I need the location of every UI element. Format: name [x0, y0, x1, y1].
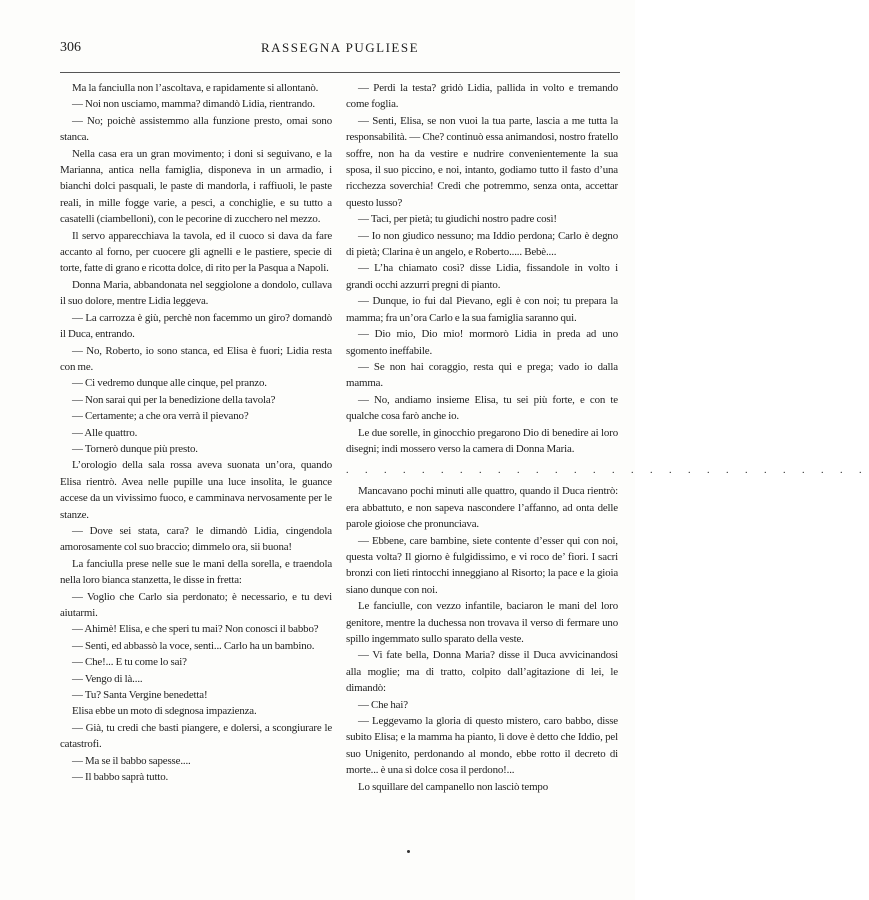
- paragraph: Elisa ebbe un moto di sdegnosa impazienza.: [72, 705, 257, 718]
- paragraph: L’orologio della sala rossa aveva suonata un’ora, quando Elisa rientrò. Avea nelle pupille una luce insolita, le guance accese da un vivissimo fuoco, e camminava nervosamente per le stanze.: [60, 459, 332, 521]
- paragraph: — Che!... E tu come lo sai?: [72, 656, 187, 669]
- left-column: [60, 80, 332, 785]
- paragraph: — No, Roberto, io sono stanca, ed Elisa è fuori; Lidia resta con me.: [60, 344, 332, 373]
- paragraph: — Noi non usciamo, mamma? dimandò Lidia, rientrando.: [72, 98, 315, 111]
- paragraph: — Che hai?: [358, 698, 408, 711]
- paragraph: — Senti, ed abbassò la voce, senti... Carlo ha un bambino.: [72, 639, 315, 652]
- paragraph: — Già, tu credi che basti piangere, e dolersi, a scongiurare le catastrofi.: [60, 721, 332, 751]
- paragraph: La fanciulla prese nelle sue le mani della sorella, e traendola nella loro bianca stanzetta, le disse in fretta:: [60, 557, 332, 587]
- paragraph: — Se non hai coraggio, resta qui e prega; vado io dalla mamma.: [346, 360, 618, 390]
- paragraph: — Il babbo saprà tutto.: [72, 771, 169, 784]
- paragraph: — Ahimè! Elisa, e che speri tu mai? Non conosci il babbo?: [72, 623, 319, 636]
- section-break: . . . . . . . . . . . . . . . . . . . . . . . . . . . .: [346, 465, 869, 477]
- paragraph: — Vengo di là....: [72, 672, 143, 685]
- paragraph: Le due sorelle, in ginocchio pregarono Dio di benedire ai loro disegni; indi mossero verso la camera di Donna Maria.: [346, 426, 618, 455]
- paragraph: — Tu? Santa Vergine benedetta!: [72, 689, 208, 702]
- paragraph: — No, andiamo insieme Elisa, tu sei più forte, e con te qualche cosa farò anche io.: [346, 393, 618, 423]
- paragraph: — Tornerò dunque più presto.: [72, 442, 198, 455]
- paragraph: — Certamente; a che ora verrà il pievano?: [72, 410, 249, 423]
- page-header: [60, 40, 620, 60]
- paragraph: Le fanciulle, con vezzo infantile, baciaron le mani del loro genitore, mentre la duchessa non trovava il verso di fermare uno spillo ingemmato sullo sparato della veste.: [346, 600, 618, 645]
- paragraph: Lo squillare del campanello non lasciò tempo: [358, 780, 548, 793]
- paragraph: — Dio mio, Dio mio! mormorò Lidia in preda ad uno sgomento ineffabile.: [346, 328, 618, 357]
- header-rule: [60, 72, 620, 73]
- page-number: 306: [60, 40, 81, 55]
- paragraph: — Ebbene, care bambine, siete contente d’esser qui con noi, questa volta? Il giorno è fulgidissimo, e vi roco de’ fiori. I sacri bronzi con lieti rintocchi inneggiano al Risorto; la pace e la gioia siano dunque con noi.: [346, 534, 618, 596]
- paragraph: — Dove sei stata, cara? le dimandò Lidia, cingendola amorosamente col suo braccio; dimmelo ora, sii buona!: [60, 524, 332, 554]
- paragraph: — Ci vedremo dunque alle cinque, pel pranzo.: [72, 377, 267, 390]
- paragraph: Nella casa era un gran movimento; i doni si seguivano, e la Marianna, antica nella famiglia, disponeva in un armadio, i bianchi dolci pasquali, le paste di mandorla, i raffiuoli, le paste reali, in mille fogge varie, a pesci, a conchiglie, e su tutto a casatelli (ciambelloni), con le pecorine di zucchero nel mezzo.: [60, 147, 332, 226]
- paragraph: — Vi fate bella, Donna Maria? disse il Duca avvicinandosi alla moglie; ma di tratto, colpito dall’agitazione di lei, le dimandò:: [346, 649, 618, 695]
- paragraph: — Perdi la testa? gridò Lidia, pallida in volto e tremando come foglia.: [346, 82, 618, 111]
- paragraph: — No; poichè assistemmo alla funzione presto, omai sono stanca.: [60, 114, 332, 144]
- paragraph: — Taci, per pietà; tu giudichi nostro padre così!: [358, 213, 557, 226]
- paragraph: — Non sarai qui per la benedizione della tavola?: [72, 393, 276, 406]
- paragraph: — Alle quattro.: [72, 426, 138, 439]
- paragraph: — Voglio che Carlo sia perdonato; è necessario, e tu devi aiutarmi.: [60, 590, 332, 619]
- paragraph: — Dunque, io fui dal Pievano, egli è con noi; tu prepara la mamma; fra un’ora Carlo e la sua famiglia saranno qui.: [346, 295, 618, 324]
- right-column: [346, 80, 869, 795]
- paragraph: Il servo apparecchiava la tavola, ed il cuoco si dava da fare accanto al forno, per cuocere gli agnelli e le pastiere, specie di torte, fatte di grano e ricotta dolce, di rito per la Pasqua a Napoli.: [60, 229, 332, 275]
- paragraph: — Leggevamo la gloria di questo mistero, caro babbo, disse subito Elisa; e la mamma ha pianto, lì dove è detto che Iddio, pel suo Unigenito, perdonando al mondo, ebbe rotto il decreto di morte... è una sì dolce cosa il perdono!...: [346, 715, 618, 777]
- paragraph: — Io non giudico nessuno; ma Iddio perdona; Carlo è degno di pietà; Clarina è un angelo, e Roberto..... Bebè....: [346, 229, 618, 259]
- paragraph: Ma la fanciulla non l’ascoltava, e rapidamente si allontanò.: [72, 82, 319, 94]
- paragraph: — La carrozza è giù, perchè non facemmo un giro? domandò il Duca, entrando.: [60, 311, 332, 341]
- paragraph: — L’ha chiamato così? disse Lidia, fissandole in volto i grandi occhi azzurri pregni di pianto.: [346, 262, 618, 291]
- paragraph: Donna Maria, abbandonata nel seggiolone a dondolo, cullava il suo dolore, mentre Lidia leggeva.: [60, 278, 332, 308]
- paragraph: Mancavano pochi minuti alle quattro, quando il Duca rientrò: era abbattuto, e non sapeva nascondere l’affanno, ad onta delle parole gioiose che pronunciava.: [346, 485, 618, 531]
- running-title: RASSEGNA PUGLIESE: [260, 40, 420, 55]
- ink-speck: [407, 850, 410, 853]
- paragraph: — Senti, Elisa, se non vuoi la tua parte, lascia a me tutta la responsabilità. — Che? continuò essa animandosi, nostro fratello soffre, non ha da vestire e nudrire convenientemente la sua sposa, il suo piccino, e noi, intanto, godiamo tutto il fasto d’una ricchezza soverchia! Credi che potremmo, senza onta, accettar questo lusso?: [346, 114, 618, 209]
- paragraph: — Ma se il babbo sapesse....: [72, 754, 191, 767]
